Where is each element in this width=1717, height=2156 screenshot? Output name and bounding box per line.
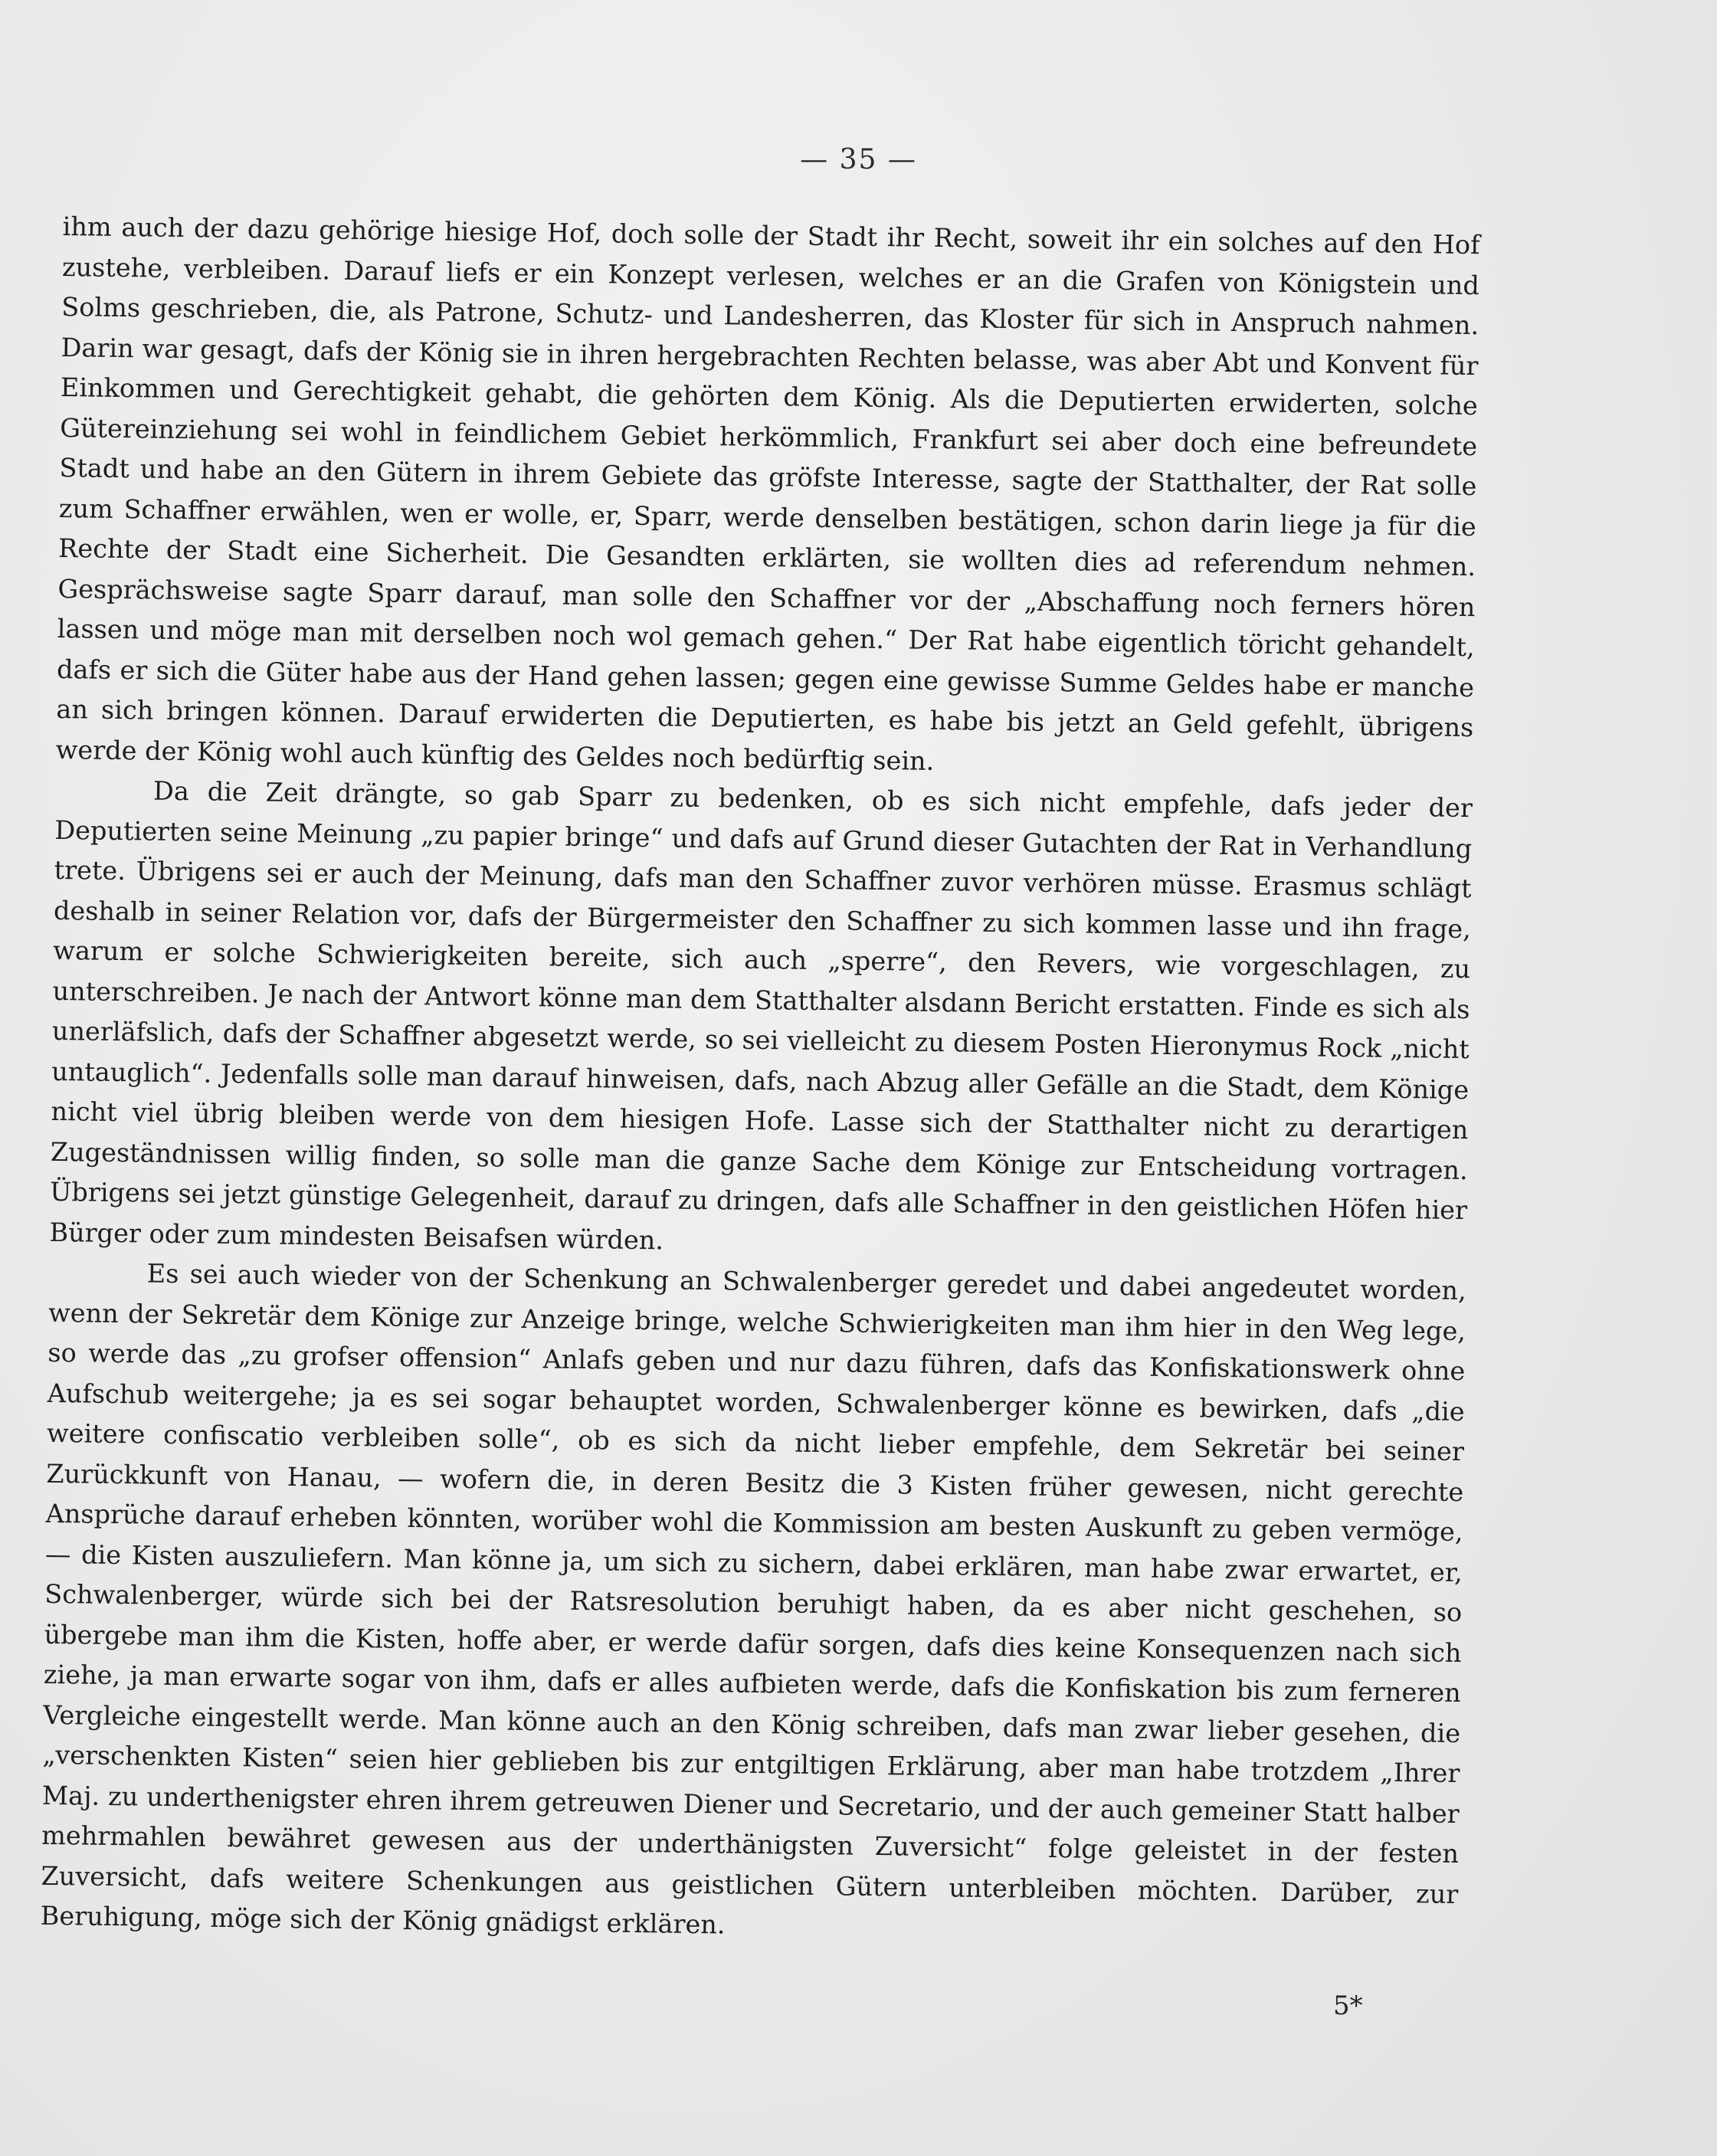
paragraph-2: Da die Zeit drängte, so gab Sparr zu bedenken, ob es sich nicht empfehle, dafs jeder der Deputierten seine Meinung „zu papier bringe“ und dafs auf Grund dieser Gutachten der Rat in Verhandlung trete. Übrigens sei er auch der Meinung, dafs man den Schaffner zuvor verhören müsse. Erasmus schlägt deshalb in seiner Relation vor, dafs der Bürgermeister den Schaffner zu sich kommen lasse und ihn frage, warum er solche Schwierigkeiten bereite, sich auch „sperre“, den Revers, wie vorgeschlagen, zu unterschreiben. Je nach der Antwort könne man dem Statthalter alsdann Bericht erstatten. Finde es sich als unerläfslich, dafs der Schaffner abgesetzt werde, so sei vielleicht zu diesem Posten Hieronymus Rock „nicht untauglich“. Jedenfalls solle man darauf hinweisen, dafs, nach Abzug aller Gefälle an die Stadt, dem Könige nicht viel übrig bleiben werde von dem hiesigen Hofe. Lasse sich der Statthalter nicht zu derartigen Zugeständnissen willig finden, so solle man die ganze Sache dem Könige zur Entscheidung vortragen. Übrigens sei jetzt günstige Gelegenheit, darauf zu dringen, dafs alle Schaffner in den geistlichen Höfen hier Bürger oder zum mindesten Beisafsen würden. [49, 775, 1473, 1255]
paragraph-1: ihm auch der dazu gehörige hiesige Hof, doch solle der Stadt ihr Recht, soweit ihr ein solches auf den Hof zustehe, verbleiben. Darauf liefs er ein Konzept verlesen, welches er an die Grafen von Königstein und Solms geschrieben, die, als Patrone, Schutz- und Landesherren, das Kloster für sich in Anspruch nahmen. Darin war gesagt, dafs der König sie in ihren hergebrachten Rechten belasse, was aber Abt und Konvent für Einkommen und Gerechtigkeit gehabt, die gehörten dem König. Als die Deputierten erwiderten, solche Gütereinziehung sei wohl in feindlichem Gebiet herkömmlich, Frankfurt sei aber doch eine befreundete Stadt und habe an den Gütern in ihrem Gebiete das gröfste Interesse, sagte der Statthalter, der Rat solle zum Schaffner erwählen, wen er wolle, er, Sparr, werde denselben bestätigen, schon darin liege ja für die Rechte der Stadt eine Sicherheit. Die Gesandten erklärten, sie wollten dies ad referendum nehmen. Gesprächsweise sagte Sparr darauf, man solle den Schaffner vor der „Abschaffung noch ferners hören lassen und möge man mit derselben noch wol gemach gehen.“ Der Rat habe eigentlich töricht gehandelt, dafs er sich die Güter habe aus der Hand gehen lassen; gegen eine gewisse Summe Geldes habe er manche an sich bringen können. Darauf erwiderten die Deputierten, es habe bis jetzt an Geld gefehlt, übrigens werde der König wohl auch künftig des Geldes noch bedürftig sein. [55, 211, 1480, 776]
signature-mark: 5* [1333, 1991, 1363, 2021]
page-number: — 35 — [800, 144, 917, 175]
body-text [40, 207, 1479, 1955]
paragraph-3: Es sei auch wieder von der Schenkung an Schwalenberger geredet und dabei angedeutet worden, wenn der Sekretär dem Könige zur Anzeige bringe, welche Schwierigkeiten man ihm hier in den Weg lege, so werde das „zu grofser offension“ Anlafs geben und nur dazu führen, dafs das Konfiskationswerk ohne Aufschub weitergehe; ja es sei sogar behauptet worden, Schwalenberger könne es bewirken, dafs „die weitere confiscatio verbleiben solle“, ob es sich da nicht lieber empfehle, dem Sekretär bei seiner Zurückkunft von Hanau, — wofern die, in deren Besitz die 3 Kisten früher gewesen, nicht gerechte Ansprüche darauf erheben könnten, worüber wohl die Kommission am besten Auskunft zu geben vermöge, — die Kisten auszuliefern. Man könne ja, um sich zu sichern, dabei erklären, man habe zwar erwartet, er, Schwalenberger, würde sich bei der Ratsresolution beruhigt haben, da es aber nicht geschehen, so übergebe man ihm die Kisten, hoffe aber, er werde dafür sorgen, dafs dies keine Konsequenzen nach sich ziehe, ja man erwarte sogar von ihm, dafs er alles aufbieten werde, dafs die Konfiskation bis zum ferneren Vergleiche eingestellt werde. Man könne auch an den König schreiben, dafs man zwar lieber gesehen, die „verschenkten Kisten“ seien hier geblieben bis zur entgiltigen Erklärung, aber man habe trotzdem „Ihrer Maj. zu underthenigster ehren ihrem getreuwen Diener und Secretario, und der auch gemeiner Statt halber mehrmahlen bewähret gewesen aus der underthänigsten Zuversicht“ folge geleistet in der festen Zuversicht, dafs weitere Schenkungen aus geistlichen Gütern unterbleiben möchten. Darüber, zur Beruhigung, möge sich der König gnädigst erklären. [40, 1258, 1466, 1940]
